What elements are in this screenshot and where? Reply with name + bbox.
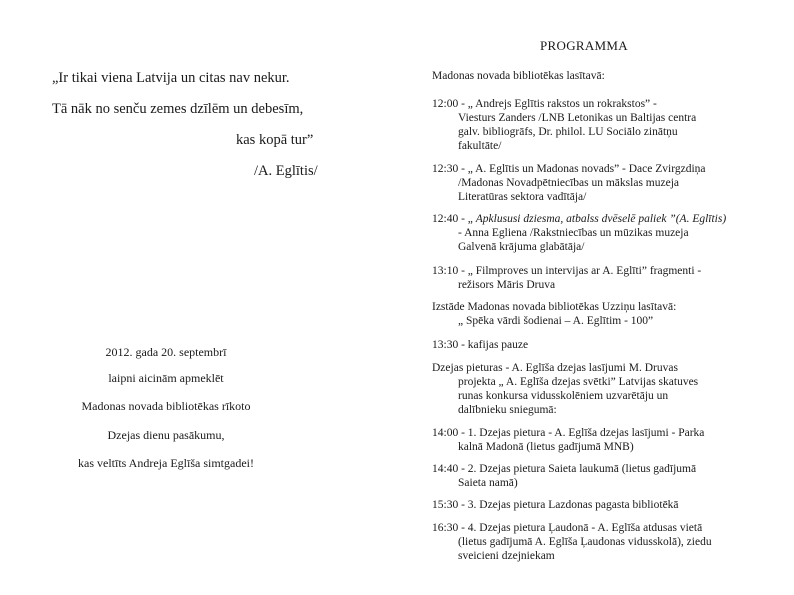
entry-line: Galvenā krājuma glabātāja/ [458, 241, 585, 253]
program-title: PROGRAMMA [540, 38, 628, 53]
entry-line: - Anna Egliena /Rakstniecības un mūzikas muzeja [458, 227, 689, 239]
venue-reading-room: Madonas novada bibliotēkas lasītavā: [432, 70, 605, 82]
program-entry-1440 [432, 462, 777, 490]
entry-line: Viesturs Zanders /LNB Letonikas un Baltijas centra [458, 112, 697, 124]
entry-line: Dzejas pieturas - A. Eglīša dzejas lasījumi M. Druvas [432, 362, 678, 374]
entry-line: runas konkursa vidusskolēniem uzvarētāju un [458, 390, 669, 402]
entry-line: 12:30 - „ A. Eglītis un Madonas novads” - Dace Zvirgzdiņa [432, 163, 706, 175]
entry-line: 14:00 - 1. Dzejas pietura - A. Eglīša dzejas lasījumi - Parka [432, 427, 705, 439]
invitation-line-4: kas veltīts Andreja Eglīša simtgadei! [78, 456, 254, 470]
entry-line: 16:30 - 4. Dzejas pietura Ļaudonā - A. Eglīša atdusas vietā [432, 522, 703, 534]
entry-line: sveicieni dzejniekam [458, 550, 555, 562]
entry-line: 13:10 - „ Filmproves un intervijas ar A. Eglīti” fragmenti - [432, 265, 702, 277]
entry-line: kalnā Madonā (lietus gadījumā MNB) [458, 441, 634, 453]
entry-line: Izstāde Madonas novada bibliotēkas Uzziņu lasītavā: [432, 301, 677, 313]
program-entry-1310 [432, 264, 777, 292]
quote-line-2: Tā nāk no senču zemes dzīlēm un debesīm, [52, 101, 304, 117]
invitation-line-2: Madonas novada bibliotēkas rīkoto [81, 399, 251, 413]
quote-author: /A. Eglītis/ [254, 163, 318, 179]
invitation-date: 2012. gada 20. septembrī [105, 345, 227, 359]
entry-line: 12:00 - „ Andrejs Eglītis rakstos un rokrakstos” - [432, 98, 657, 110]
entry-line: /Madonas Novadpētniecības un mākslas muzeja [458, 177, 679, 189]
program-entry-1630 [432, 521, 777, 563]
entry-line: (lietus gadījumā A. Eglīša Ļaudonas vidusskolā), ziedu [458, 536, 712, 548]
entry-time: 12:40 - „ [432, 213, 476, 225]
entry-line: 13:30 - kafijas pauze [432, 339, 529, 351]
entry-line: 14:40 - 2. Dzejas pietura Saieta laukumā (lietus gadījumā [432, 463, 697, 475]
entry-quote-title: Apklususi dziesma, atbalss dvēselē paliek ”(A. Eglītis) [475, 213, 727, 225]
invitation-line-3: Dzejas dienu pasākumu, [107, 428, 225, 442]
program-entry-1330 [432, 338, 777, 352]
entry-line [432, 212, 777, 226]
entry-line: galv. bibliogrāfs, Dr. philol. LU Sociālo zinātņu [458, 126, 678, 138]
entry-line: fakultāte/ [458, 140, 502, 152]
entry-line: „ Spēka vārdi šodienai – A. Eglītim - 100” [458, 315, 654, 327]
entry-line: 15:30 - 3. Dzejas pietura Lazdonas pagasta bibliotēkā [432, 499, 679, 511]
program-entry-1240 [432, 212, 777, 254]
exhibition-info [432, 300, 777, 328]
program-entry-1400 [432, 426, 777, 454]
program-entry-1230 [432, 162, 777, 204]
invitation-line-1: laipni aicinām apmeklēt [108, 371, 224, 385]
quote-line-1: „Ir tikai viena Latvija un citas nav nekur. [52, 70, 290, 86]
program-entry-1200 [432, 97, 777, 153]
entry-line: projekta „ A. Eglīša dzejas svētki” Latvijas skatuves [458, 376, 699, 388]
program-entry-1530 [432, 498, 777, 512]
entry-line: režisors Māris Druva [458, 279, 556, 291]
quote-line-3: kas kopā tur” [236, 132, 314, 148]
entry-line: dalībnieku sniegumā: [458, 404, 557, 416]
poetry-stops-intro [432, 361, 777, 417]
entry-line: Saieta namā) [458, 477, 518, 489]
entry-line: Literatūras sektora vadītāja/ [458, 191, 587, 203]
